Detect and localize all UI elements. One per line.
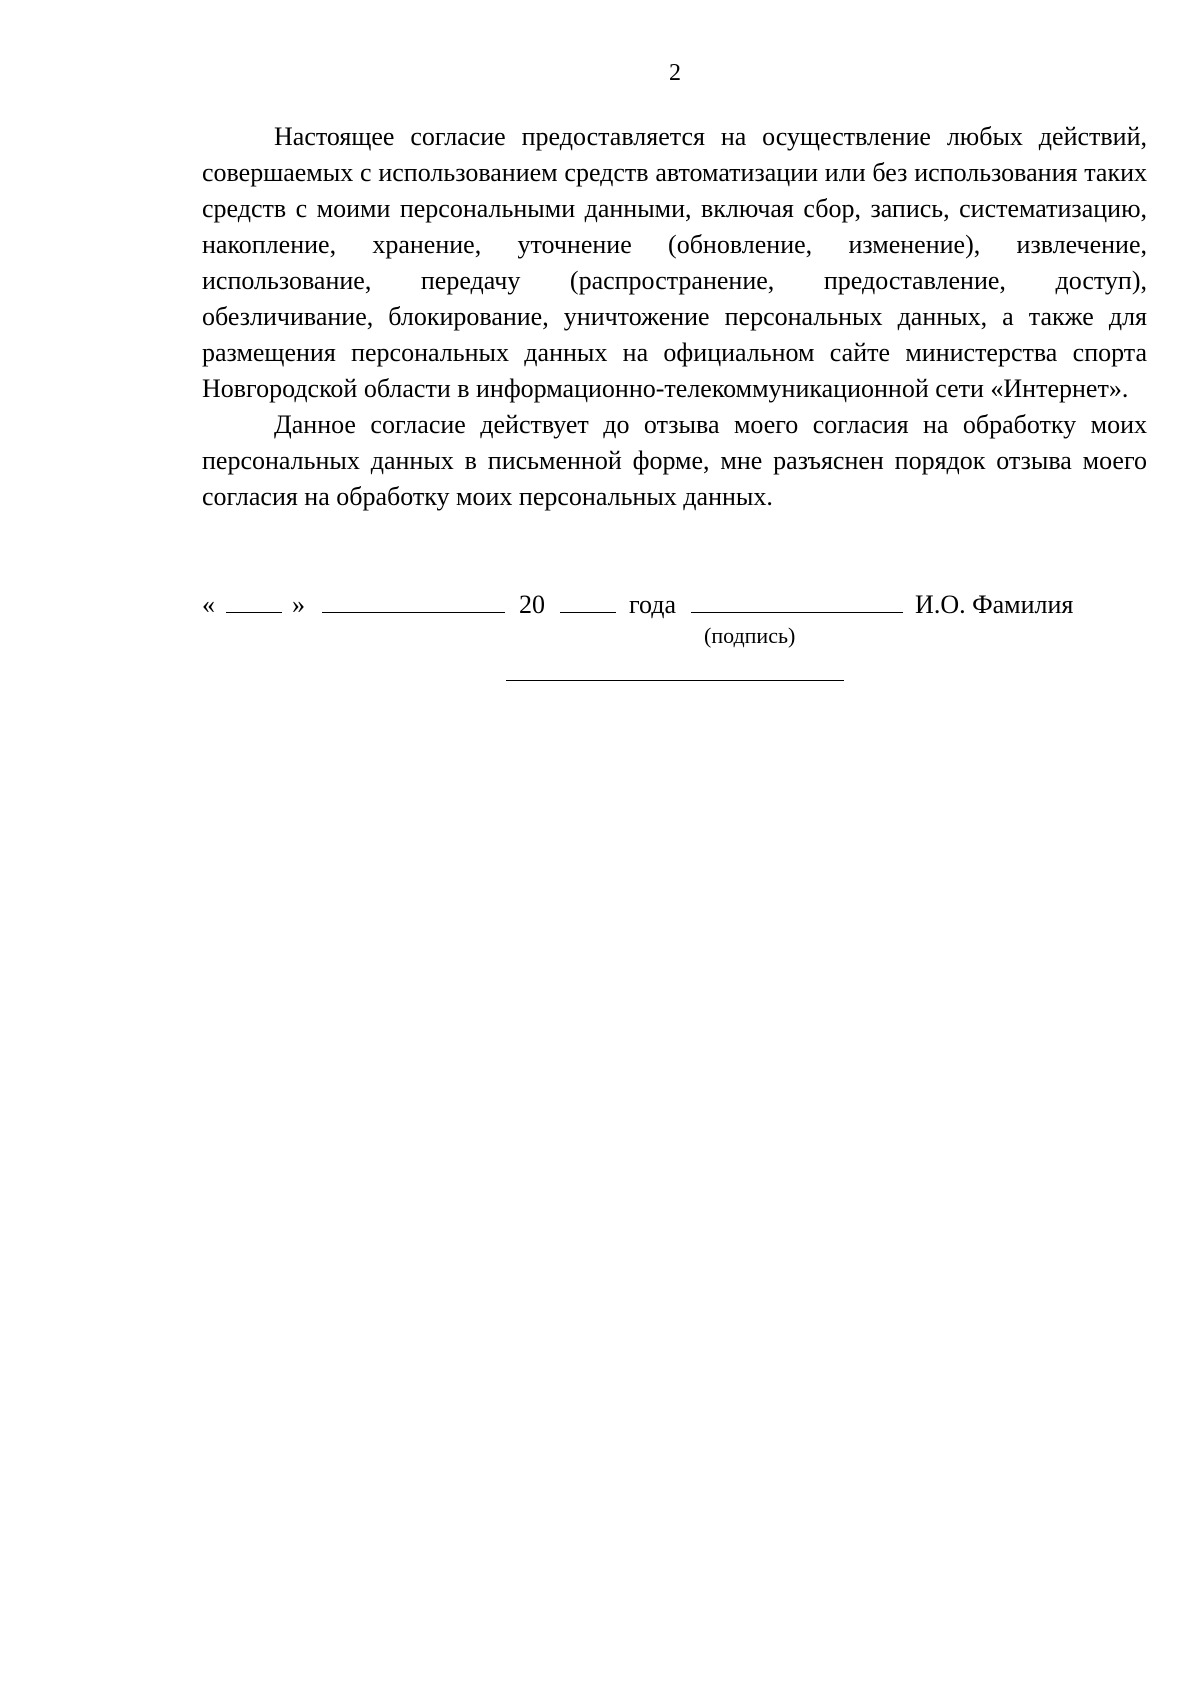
closing-rule: [506, 680, 844, 681]
month-blank[interactable]: [322, 586, 505, 613]
page-number: 2: [669, 60, 681, 86]
signature-caption: (подпись): [704, 623, 796, 648]
open-quote: «: [202, 590, 215, 619]
close-quote: »: [292, 590, 305, 619]
paragraph-consent-validity: Данное согласие действует до отзыва моего согласия на обработку моих персональных данных в письменной форме, мне разъяснен порядок отзыва моего согласия на обработку моих персональных данных.: [202, 410, 1147, 511]
signature-row: [202, 586, 1147, 626]
day-blank[interactable]: [226, 586, 282, 613]
consent-body: [202, 119, 1147, 515]
year-word: года: [629, 590, 677, 619]
signature-blank[interactable]: [691, 586, 903, 613]
year-blank[interactable]: [560, 586, 616, 613]
signer-name: И.О. Фамилия: [915, 590, 1074, 619]
year-prefix: 20: [519, 590, 545, 619]
paragraph-consent-scope: Настоящее согласие предоставляется на осуществление любых действий, совершаемых с использованием средств автоматизации или без использования таких средств с моими персональными данными, включая сбор, запись, систематизацию, накопление, хранение, уточнение (обновление, изменение), извлечение, использование, передачу (распространение, предоставление, доступ), обезличивание, блокирование, уничтожение персональных данных, а также для размещения персональных данных на официальном сайте министерства спорта Новгородской области в информационно-телекоммуникационной сети «Интернет».: [202, 122, 1147, 403]
